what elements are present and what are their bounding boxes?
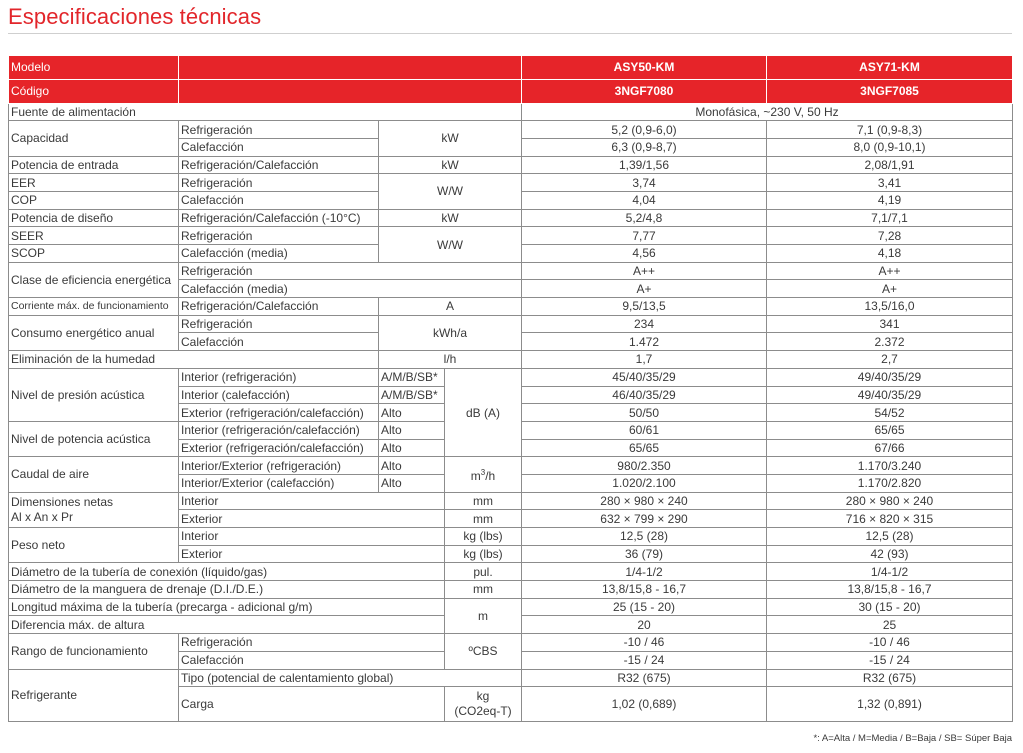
- modelo-label: Modelo: [9, 55, 179, 79]
- airflow-unit: $m^3/h$: [445, 457, 522, 492]
- table-row: Rango de funcionamiento Refrigeración ºCBS -10 / 46 -10 / 46: [9, 634, 1013, 652]
- spec-table: [8, 55, 1013, 722]
- table-row: Exterior kg (lbs) 36 (79) 42 (93): [9, 545, 1013, 563]
- table-row: Fuente de alimentación Monofásica, ~230 V, 50 Hz: [9, 103, 1013, 121]
- table-row: Caudal de aire Interior/Exterior (refrigeración) Alto $m^3/h$ 980/2.350 1.170/3.240: [9, 457, 1013, 475]
- table-row: Potencia de diseño Refrigeración/Calefacción (-10°C) kW 5,2/4,8 7,1/7,1: [9, 209, 1013, 227]
- table-row: Eliminación de la humedad l/h 1,7 2,7: [9, 351, 1013, 369]
- table-row: Potencia de entrada Refrigeración/Calefacción kW 1,39/1,56 2,08/1,91: [9, 156, 1013, 174]
- header-row-code: [9, 79, 1013, 103]
- model-a: ASY50-KM: [522, 55, 767, 79]
- table-row: Peso neto Interior kg (lbs) 12,5 (28) 12,5 (28): [9, 528, 1013, 546]
- table-row: EER Refrigeración W/W 3,74 3,41: [9, 174, 1013, 192]
- table-row: Interior/Exterior (calefacción) Alto 1.020/2.100 1.170/2.820: [9, 474, 1013, 492]
- table-row: Exterior (refrigeración/calefacción) Alto 65/65 67/66: [9, 439, 1013, 457]
- table-row: Nivel de presión acústica Interior (refrigeración) A/M/B/SB* dB (A) 45/40/35/29 49/40/35/29: [9, 368, 1013, 386]
- header-row-model: [9, 55, 1013, 79]
- dimensions-label: Dimensiones netas Al x An x Pr: [9, 492, 179, 527]
- title-divider: [8, 33, 1012, 34]
- table-row: Clase de eficiencia energética Refrigeración A++ A++: [9, 262, 1013, 280]
- table-row: Interior (calefacción) A/M/B/SB* 46/40/35/29 49/40/35/29: [9, 386, 1013, 404]
- table-row: Corriente máx. de funcionamiento Refrigeración/Calefacción A 9,5/13,5 13,5/16,0: [9, 298, 1013, 316]
- table-row: COP Calefacción 4,04 4,19: [9, 191, 1013, 209]
- table-row: Consumo energético anual Refrigeración kWh/a 234 341: [9, 315, 1013, 333]
- code-b: 3NGF7085: [767, 79, 1013, 103]
- table-row: Calefacción 6,3 (0,9-8,7) 8,0 (0,9-10,1): [9, 138, 1013, 156]
- code-a: 3NGF7080: [522, 79, 767, 103]
- table-row: Calefacción -15 / 24 -15 / 24: [9, 651, 1013, 669]
- table-row: Longitud máxima de la tubería (precarga - adicional g/m) m 25 (15 - 20) 30 (15 - 20): [9, 598, 1013, 616]
- table-row: Diferencia máx. de altura 20 25: [9, 616, 1013, 634]
- table-row: SEER Refrigeración W/W 7,77 7,28: [9, 227, 1013, 245]
- table-row: Diámetro de la manguera de drenaje (D.I./D.E.) mm 13,8/15,8 - 16,7 13,8/15,8 - 16,7: [9, 581, 1013, 599]
- table-row: SCOP Calefacción (media) 4,56 4,18: [9, 245, 1013, 263]
- footnote: *: A=Alta / M=Media / B=Baja / SB= Súper Baja: [813, 733, 1012, 744]
- model-b: ASY71-KM: [767, 55, 1013, 79]
- table-row: Capacidad Refrigeración kW 5,2 (0,9-6,0) 7,1 (0,9-8,3): [9, 121, 1013, 139]
- codigo-label: Código: [9, 79, 179, 103]
- table-row: Dimensiones netas Al x An x Pr Interior mm 280 × 980 × 240 280 × 980 × 240: [9, 492, 1013, 510]
- table-row: Calefacción 1.472 2.372: [9, 333, 1013, 351]
- table-row: Exterior (refrigeración/calefacción) Alto 50/50 54/52: [9, 404, 1013, 422]
- table-row: Exterior mm 632 × 799 × 290 716 × 820 × 315: [9, 510, 1013, 528]
- table-row: Diámetro de la tubería de conexión (líquido/gas) pul. 1/4-1/2 1/4-1/2: [9, 563, 1013, 581]
- charge-unit: kg (CO2eq-T): [445, 687, 522, 722]
- table-row: Carga kg (CO2eq-T) 1,02 (0,689) 1,32 (0,891): [9, 687, 1013, 722]
- table-row: Refrigerante Tipo (potencial de calentamiento global) R32 (675) R32 (675): [9, 669, 1013, 687]
- table-row: Calefacción (media) A+ A+: [9, 280, 1013, 298]
- page-title: Especificaciones técnicas: [8, 4, 262, 29]
- table-row: Nivel de potencia acústica Interior (refrigeración/calefacción) Alto 60/61 65/65: [9, 421, 1013, 439]
